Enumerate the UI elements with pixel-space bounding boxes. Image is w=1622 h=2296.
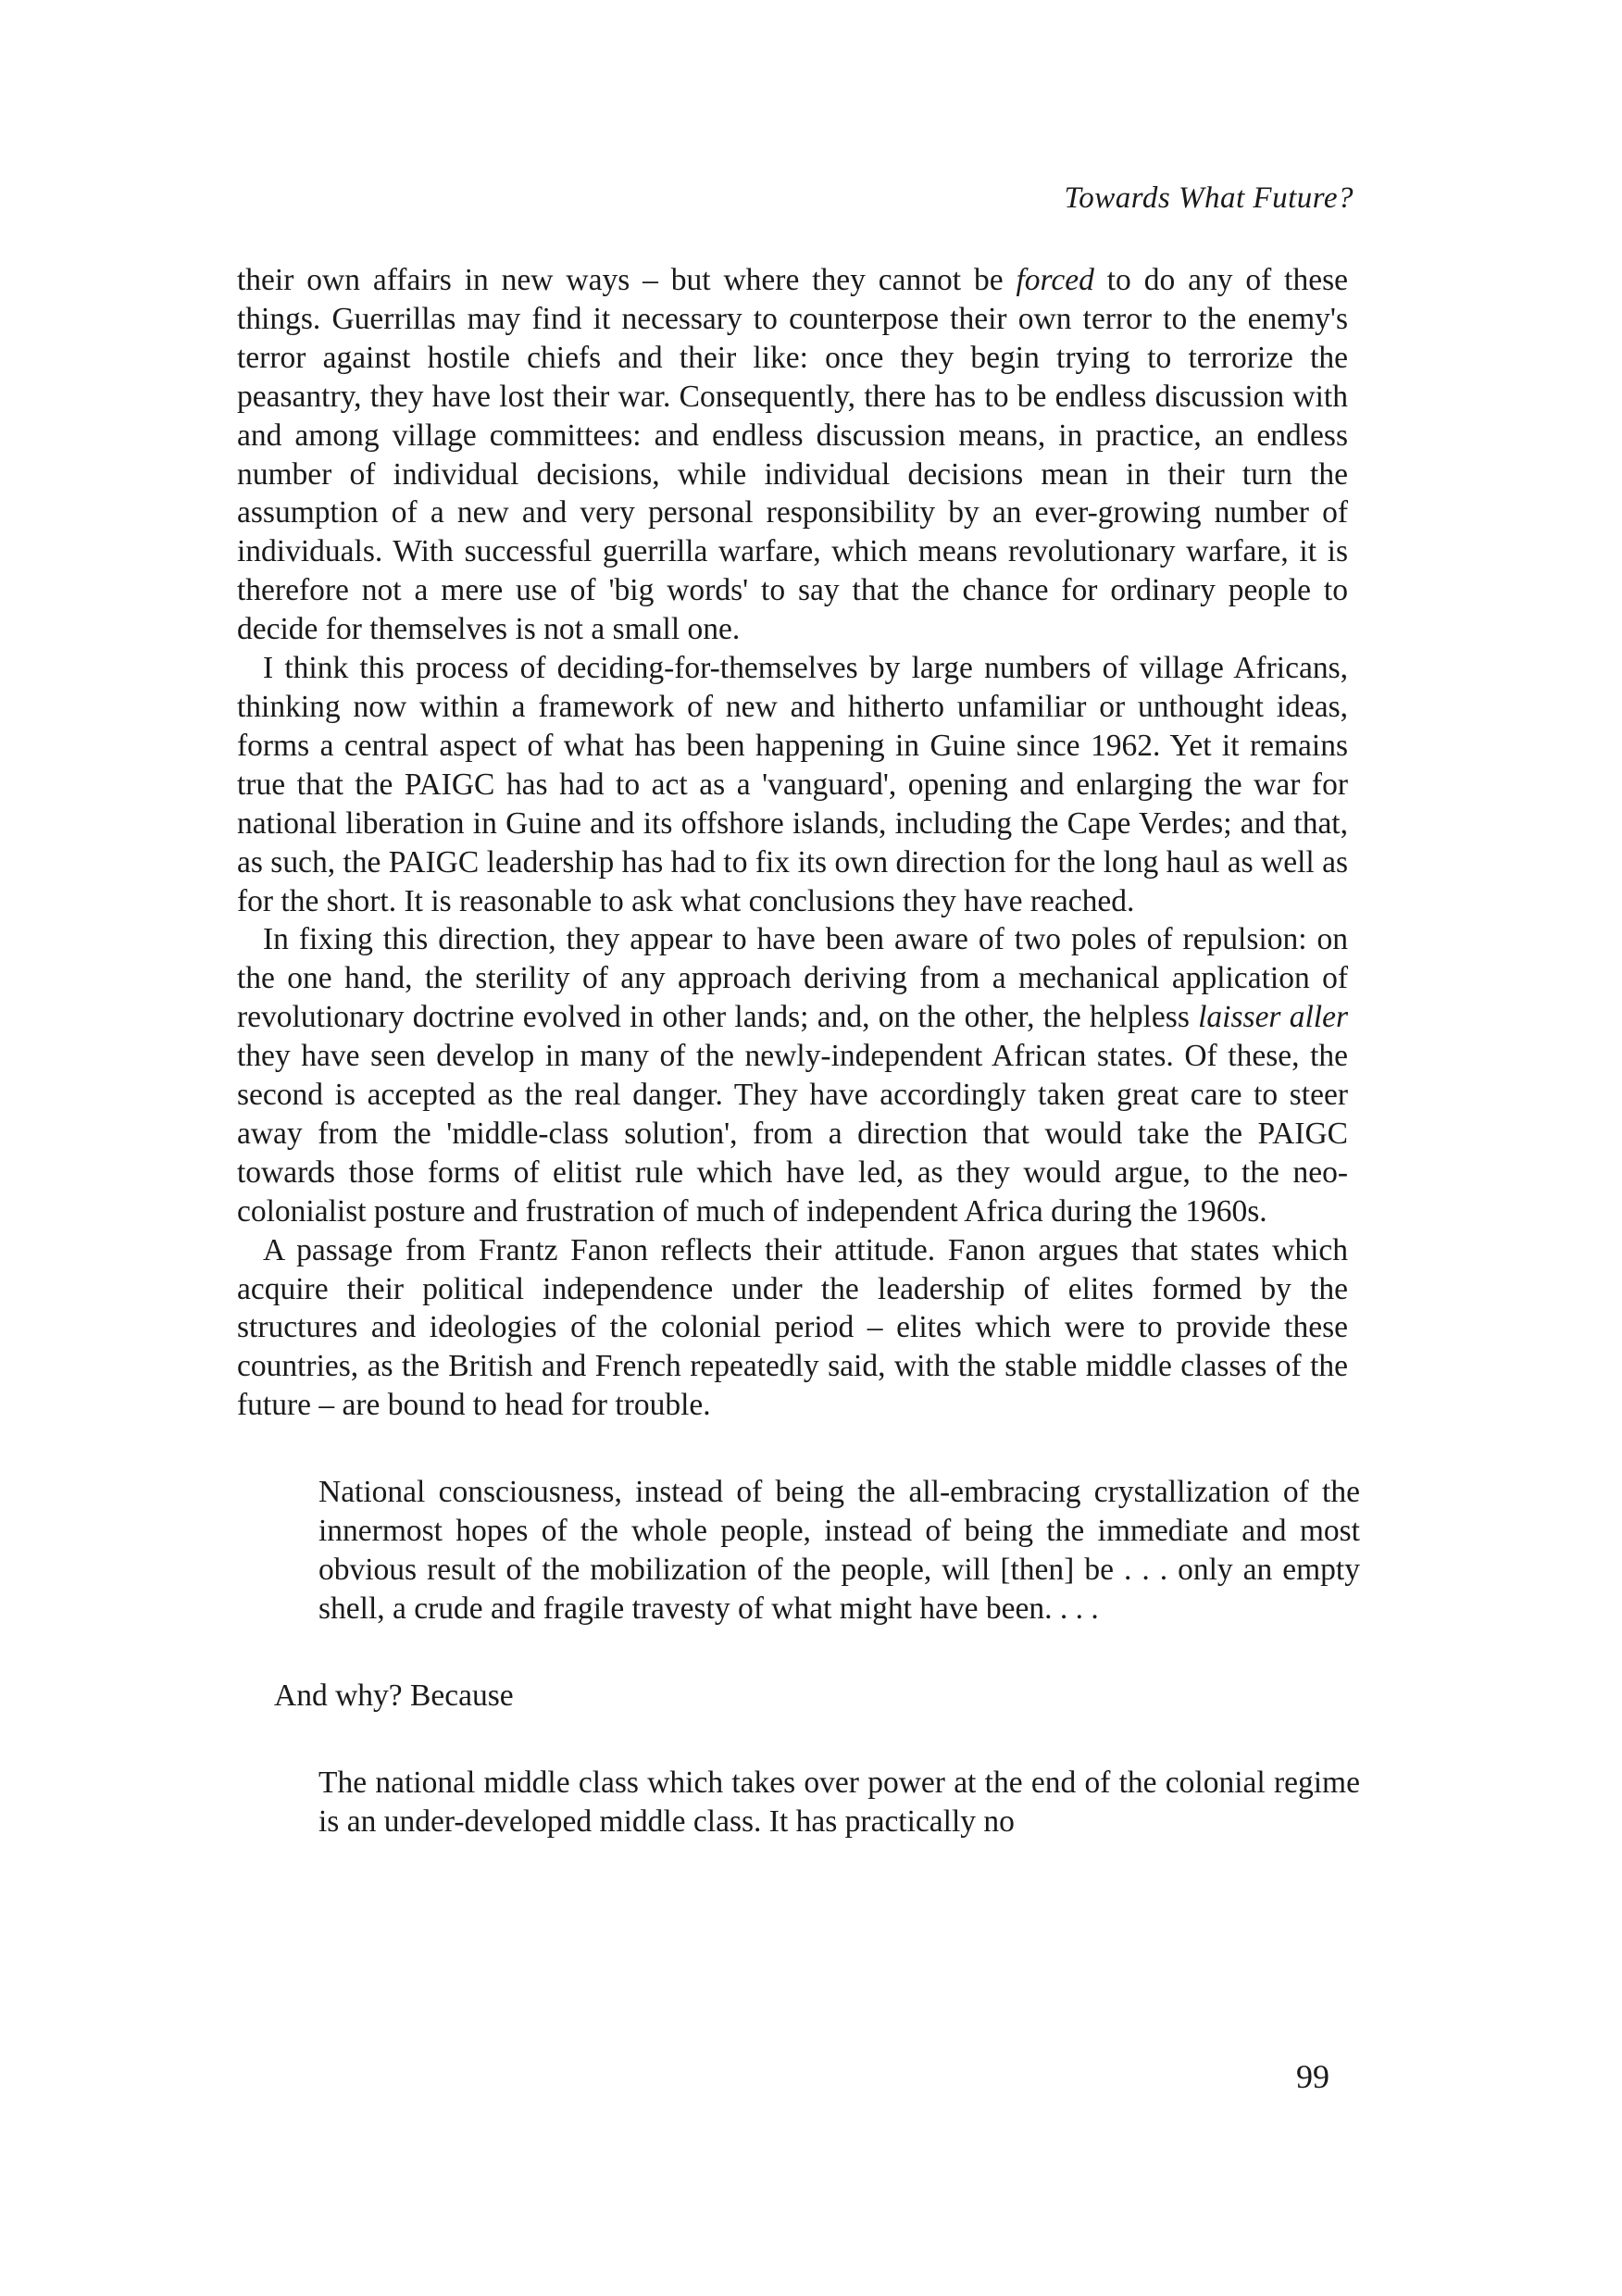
- paragraph-3: [237, 920, 1348, 1230]
- block-quote-2: The national middle class which takes over power at the end of the colonial regime is an under-developed middle class. It has practically no: [318, 1765, 1360, 1839]
- running-head: Towards What Future?: [1064, 181, 1354, 215]
- paragraph-1: [237, 261, 1348, 649]
- page-number: 99: [1296, 2058, 1329, 2095]
- paragraph-2: [237, 649, 1348, 920]
- paragraph-3-text-b: they have seen develop in many of the newly-independent African states. Of these, the second is accepted as the real danger. They have accordingly taken great care to steer away from the 'middle-class solution', from a direction that would take the PAIGC towards those forms of elitist rule which have led, as they would argue, to the neo-colonialist posture and frustration of much of independent Africa during the 1960s.: [237, 1039, 1348, 1229]
- paragraph-3-emphasis: laisser aller: [1198, 1000, 1348, 1035]
- block-quote-1: National consciousness, instead of being the all-embracing crystallization of the innermost hopes of the whole people, instead of being the immediate and most obvious result of the mobilization of the people, will [then] be . . . only an empty shell, a crude and fragile travesty of what might have been. . . .: [318, 1475, 1360, 1626]
- body-text: [237, 261, 1360, 1841]
- paragraph-2-text: I think this process of deciding-for-themselves by large numbers of village Africans, thinking now within a framework of new and hitherto unfamiliar or unthought ideas, forms a central aspect of what has been happening in Guine since 1962. Yet it remains true that the PAIGC has had to act as a 'vanguard', opening and enlarging the war for national liberation in Guine and its offshore islands, including the Cape Verdes; and that, as such, the PAIGC leadership has had to fix its own direction for the long haul as well as for the short. It is reasonable to ask what conclusions they have reached.: [237, 651, 1348, 918]
- bridge-line: And why? Because: [274, 1678, 514, 1713]
- paragraph-1-emphasis: forced: [1016, 263, 1094, 297]
- paragraph-3-text-a: In fixing this direction, they appear to have been aware of two poles of repulsion: on the one hand, the sterility of any approach deriving from a mechanical application of revolutionary doctrine evolved in other lands; and, on the other, the helpless: [237, 922, 1348, 1035]
- paragraph-1-text-a: their own affairs in new ways – but where they cannot be: [237, 263, 1017, 297]
- paragraph-4-text: A passage from Frantz Fanon reflects their attitude. Fanon argues that states which acquire their political independence under the leadership of elites formed by the structures and ideologies of the colonial period – elites which were to provide these countries, as the British and French repeatedly said, with the stable middle classes of the future – are bound to head for trouble.: [237, 1232, 1348, 1423]
- paragraph-1-text-b: to do any of these things. Guerrillas may find it necessary to counterpose their own terror to the enemy's terror against hostile chiefs and their like: once they begin trying to terrorize the peasantry, they have lost their war. Consequently, there has to be endless discussion with and among village committees: and endless discussion means, in practice, an endless number of individual decisions, while individual decisions mean in their turn the assumption of a new and very personal responsibility by an ever-growing number of individuals. With successful guerrilla warfare, which means revolutionary warfare, it is therefore not a mere use of 'big words' to say that the chance for ordinary people to decide for themselves is not a small one.: [237, 263, 1348, 647]
- paragraph-4: [237, 1231, 1348, 1426]
